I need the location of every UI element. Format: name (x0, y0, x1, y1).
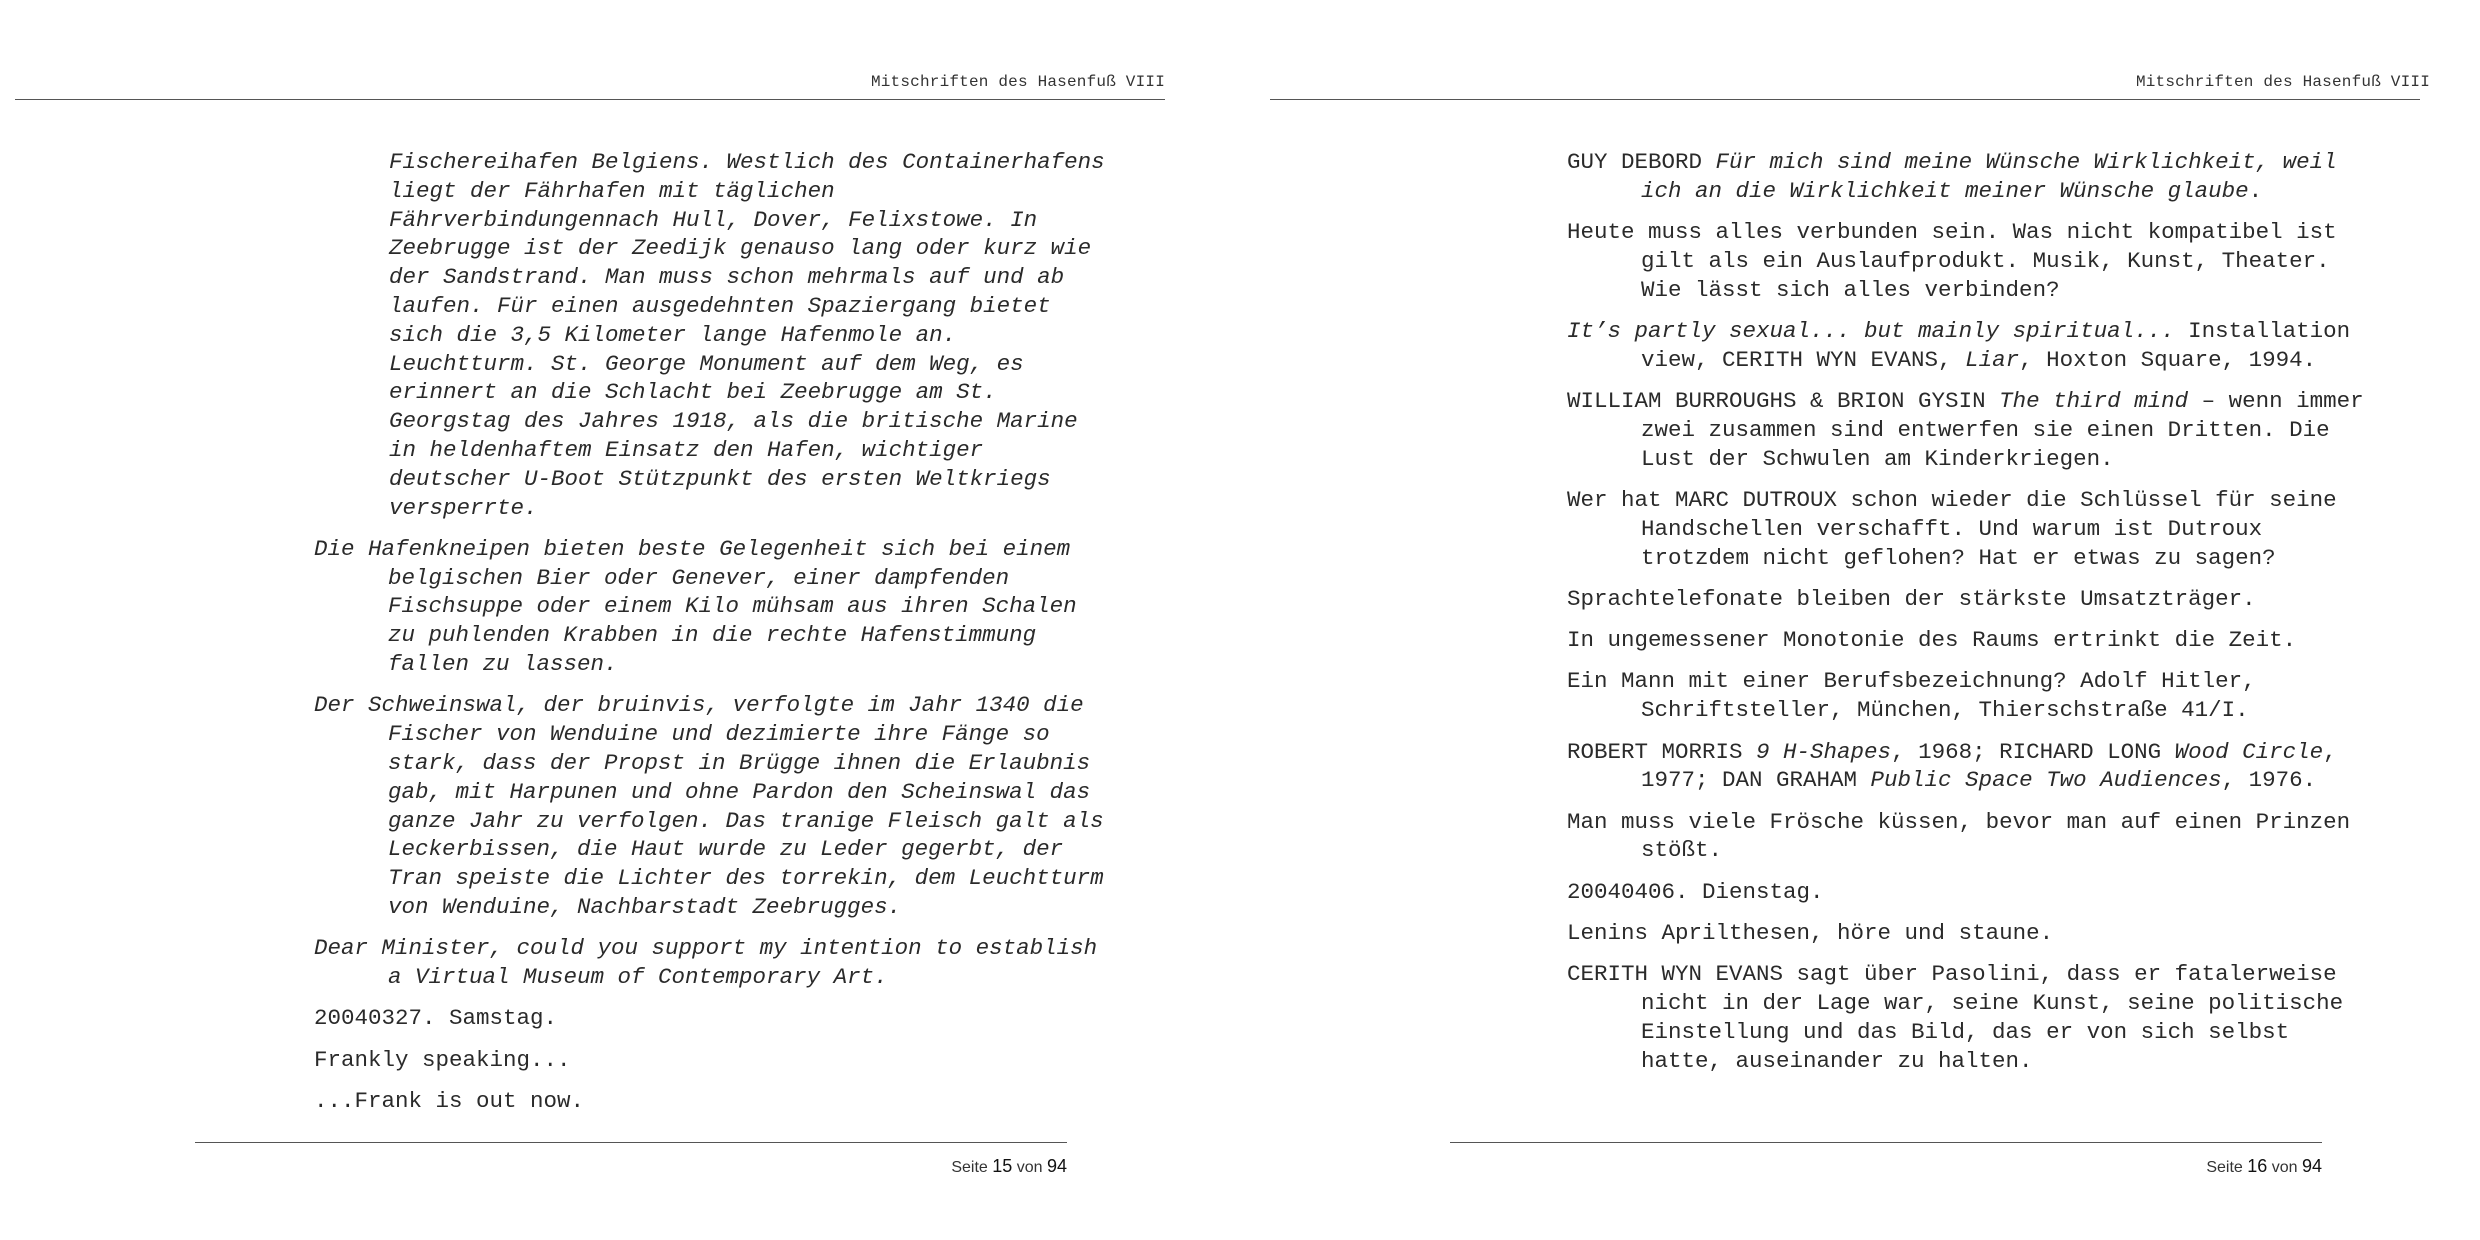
text-run: The third mind (1999, 388, 2189, 415)
paragraph (1567, 387, 2367, 473)
paragraph (314, 691, 1114, 921)
text-run: Man muss viele Frösche küssen, bevor man auf einen Prinzen stößt. (1567, 808, 2351, 864)
page-right (1240, 0, 2480, 1240)
footer-rule (1450, 1142, 2322, 1143)
page-total: 94 (1046, 1156, 1067, 1176)
text-run: Sprachtelefonate bleiben der stärkste Umsatzträger. (1567, 585, 2256, 612)
text-run: , Hoxton Square, 1994. (2019, 346, 2317, 373)
footer-of: von (2271, 1159, 2298, 1176)
page-body (314, 148, 1114, 1128)
text-run: Wer hat MARC DUTROUX schon wieder die Schlüssel für seine Handschellen verschafft. Und warum ist Dutroux trotzdem nicht geflohen? Hat er etwas zu sagen? (1567, 486, 2337, 571)
text-run: – wenn immer zwei zusammen sind entwerfen sie einen Dritten. Die Lust der Schwulen am Kinderkriegen. (1641, 388, 2364, 472)
paragraph (1567, 960, 2367, 1075)
text-run: Dear Minister, could you support my intention to establish a Virtual Museum of Contemporary Art. (314, 935, 1098, 991)
page-footer (951, 1156, 1067, 1177)
text-run: Die Hafenkneipen bieten beste Gelegenheit sich bei einem belgischen Bier oder Genever, einer dampfenden Fischsuppe oder einem Kilo mühsam aus ihren Schalen zu puhlenden Krabben in die rechte Hafenstimmung fallen zu lassen. (314, 535, 1077, 678)
text-run: CERITH WYN EVANS sagt über Pasolini, dass er fatalerweise nicht in der Lage war, seine Kunst, seine politische Einstellung und das Bild, das er von sich selbst hatte, auseinander zu halten. (1567, 961, 2344, 1074)
text-run: It’s partly sexual... but mainly spiritual... (1567, 317, 2175, 344)
text-run: WILLIAM BURROUGHS & BRION GYSIN (1567, 388, 2000, 415)
page-footer (2206, 1156, 2322, 1177)
paragraph (1567, 738, 2367, 796)
text-run: Der Schweinswal, der bruinvis, verfolgte im Jahr 1340 die Fischer von Wenduine und dezimierte ihre Fänge so stark, dass der Propst in Brügge ihnen die Erlaubnis gab, mit Harpunen und ohne Pardon den Scheinswal das ganze Jahr zu verfolgen. Das tranige Fleisch galt als Leckerbissen, die Haut wurde zu Leder gegerbt, der Tran speiste die Lichter des torrekin, dem Leuchtturm von Wenduine, Nachbarstadt Zeebrugges. (314, 692, 1104, 920)
text-run: Heute muss alles verbunden sein. Was nicht kompatibel ist gilt als ein Auslaufprodukt. Musik, Kunst, Theater. Wie lässt sich alles verbinden? (1567, 219, 2337, 303)
text-run: . (2248, 177, 2263, 204)
footer-prefix: Seite (951, 1159, 988, 1176)
header-rule (1270, 99, 2420, 100)
paragraph (1567, 486, 2367, 572)
page-total: 94 (2301, 1156, 2322, 1176)
text-run: , 1968; RICHARD LONG (1891, 738, 2175, 765)
text-run: In ungemessener Monotonie des Raums ertrinkt die Zeit. (1567, 627, 2297, 654)
text-run: ...Frank is out now. (314, 1087, 585, 1114)
text-run: Für mich sind meine Wünsche Wirklichkeit, weil ich an die Wirklichkeit meiner Wünsche glaube (1641, 149, 2337, 204)
header-rule (15, 99, 1165, 100)
paragraph (1567, 919, 2367, 948)
text-run: GUY DEBORD (1567, 149, 1716, 175)
text-run: Ein Mann mit einer Berufsbezeichnung? Adolf Hitler, Schriftsteller, München, Thierschstraße 41/I. (1567, 668, 2256, 724)
text-run: Installation view, CERITH WYN EVANS, (1641, 317, 2351, 373)
text-run: 9 H-Shapes (1756, 738, 1892, 765)
paragraph (314, 934, 1114, 992)
text-run: 20040406. Dienstag. (1567, 878, 1824, 905)
running-header: Mitschriften des Hasenfuß VIII (2135, 73, 2430, 91)
paragraph (1567, 218, 2367, 304)
paragraph (1567, 878, 2367, 907)
paragraph (1567, 148, 2367, 206)
paragraph (1567, 585, 2367, 614)
footer-of: von (1016, 1159, 1043, 1176)
text-run: Frankly speaking... (314, 1046, 571, 1073)
text-run: Lenins Aprilthesen, höre und staune. (1567, 920, 2054, 947)
text-run: 20040327. Samstag. (314, 1005, 558, 1032)
page-number: 15 (992, 1156, 1013, 1176)
paragraph (314, 535, 1114, 679)
text-run: , 1976. (2221, 767, 2317, 794)
text-run: ROBERT MORRIS (1567, 738, 1757, 765)
paragraph (1567, 317, 2367, 375)
text-run: Liar (1965, 346, 2020, 373)
paragraph (1567, 667, 2367, 725)
paragraph (314, 1046, 1114, 1075)
paragraph (1567, 808, 2367, 866)
text-run: Wood Circle (2174, 738, 2324, 765)
footer-rule (195, 1142, 1067, 1143)
text-run: , 1977; DAN GRAHAM (1641, 738, 2337, 794)
paragraph (1567, 626, 2367, 655)
page-number: 16 (2247, 1156, 2268, 1176)
paragraph (314, 148, 1114, 522)
text-run: Fischereihafen Belgiens. Westlich des Containerhafens liegt der Fährhafen mit täglichen Fährverbindungennach Hull, Dover, Felixstowe. In Zeebrugge ist der Zeedijk genauso lang oder kurz wie der Sandstrand. Man muss schon mehrmals auf und ab laufen. Für einen ausgedehnten Spaziergang bietet sich die 3,5 Kilometer lange Hafenmole an. Leuchtturm. St. George Monument auf dem Weg, es erinnert an die Schlacht bei Zeebrugge am St. Georgstag des Jahres 1918, als die britische Marine in heldenhaftem Einsatz den Hafen, wichtiger deutscher U-Boot Stützpunkt des ersten Weltkriegs versperrte. (389, 149, 1105, 521)
paragraph (314, 1087, 1114, 1116)
page-body (1567, 148, 2367, 1088)
running-header: Mitschriften des Hasenfuß VIII (870, 73, 1165, 91)
text-run: Public Space Two Audiences (1870, 767, 2222, 794)
footer-prefix: Seite (2206, 1159, 2243, 1176)
paragraph (314, 1004, 1114, 1033)
